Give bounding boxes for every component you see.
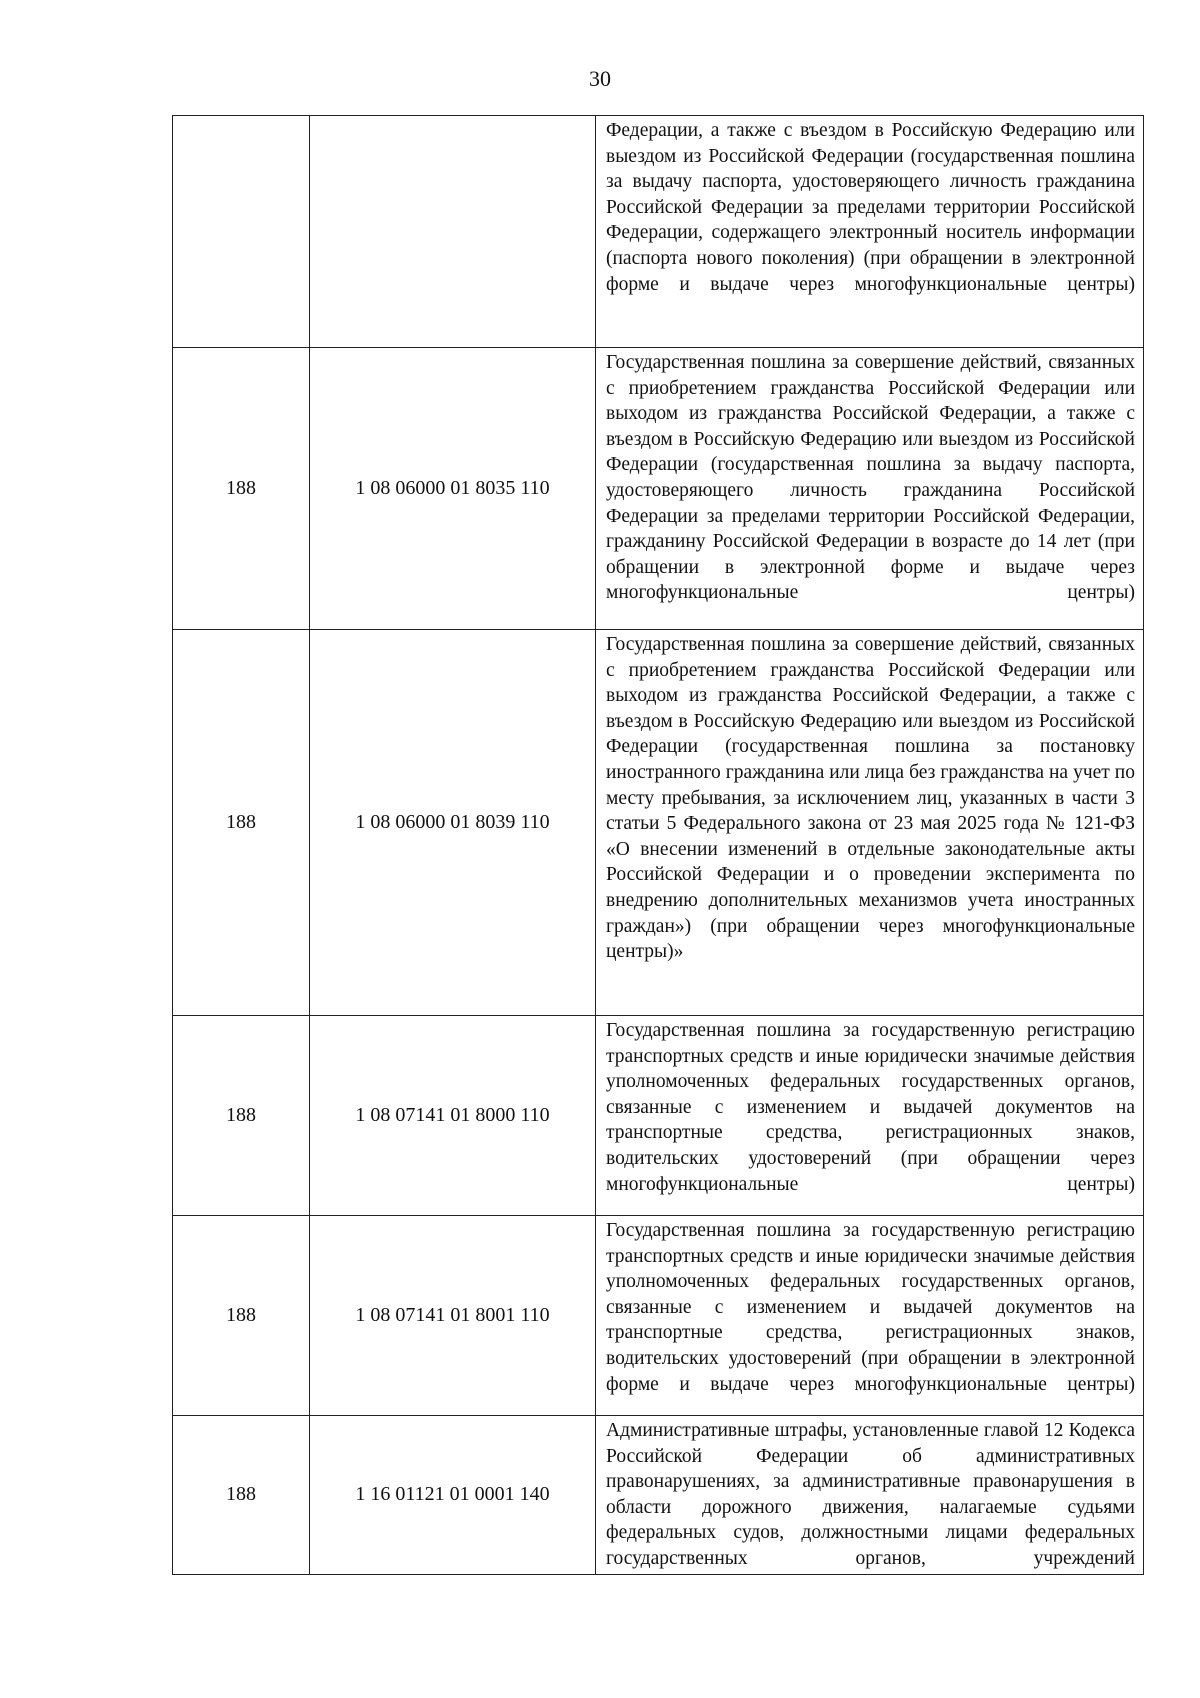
- table-row: [173, 348, 1144, 630]
- description-cell: Государственная пошлина за государственную регистрацию транспортных средств и иные юридически значимые действия уполномоченных федеральных государственных органов, связанные с изменением и выдачей документов на транспортные средства, регистрационных знаков, водительских удостоверений (при обращении через многофункциональные центры): [596, 1016, 1144, 1216]
- admin-code-cell: 188: [173, 630, 310, 1016]
- description-cell: Государственная пошлина за государственную регистрацию транспортных средств и иные юридически значимые действия уполномоченных федеральных государственных органов, связанные с изменением и выдачей документов на транспортные средства, регистрационных знаков, водительских удостоверений (при обращении в электронной форме и выдаче через многофункциональные центры): [596, 1216, 1144, 1416]
- description-cell: Государственная пошлина за совершение действий, связанных с приобретением гражданства Российской Федерации или выходом из гражданства Российской Федерации, а также с въездом в Российскую Федерацию или выездом из Российской Федерации (государственная пошлина за постановку иностранного гражданина или лица без гражданства на учет по месту пребывания, за исключением лиц, указанных в части 3 статьи 5 Федерального закона от 23 мая 2025 года № 121-ФЗ «О внесении изменений в отдельные законодательные акты Российской Федерации и о проведении эксперимента по внедрению дополнительных механизмов учета иностранных граждан») (при обращении через многофункциональные центры)»: [596, 630, 1144, 1016]
- kbk-code-cell: [310, 116, 596, 348]
- admin-code-cell: 188: [173, 1216, 310, 1416]
- admin-code-cell: 188: [173, 348, 310, 630]
- description-cell: Федерации, а также с въездом в Российскую Федерацию или выездом из Российской Федерации (государственная пошлина за выдачу паспорта, удостоверяющего личность гражданина Российской Федерации за пределами территории Российской Федерации, содержащего электронный носитель информации (паспорта нового поколения) (при обращении в электронной форме и выдаче через многофункциональные центры): [596, 116, 1144, 348]
- kbk-code-cell: 1 08 06000 01 8039 110: [310, 630, 596, 1016]
- admin-code-cell: 188: [173, 1416, 310, 1575]
- table-row: [173, 630, 1144, 1016]
- description-cell: Государственная пошлина за совершение действий, связанных с приобретением гражданства Российской Федерации или выходом из гражданства Российской Федерации, а также с въездом в Российскую Федерацию или выездом из Российской Федерации (государственная пошлина за выдачу паспорта, удостоверяющего личность гражданина Российской Федерации за пределами территории Российской Федерации, гражданину Российской Федерации в возрасте до 14 лет (при обращении в электронной форме и выдаче через многофункциональные центры): [596, 348, 1144, 630]
- table-row: [173, 116, 1144, 348]
- admin-code-cell: [173, 116, 310, 348]
- admin-code-cell: 188: [173, 1016, 310, 1216]
- kbk-code-cell: 1 16 01121 01 0001 140: [310, 1416, 596, 1575]
- kbk-code-cell: 1 08 07141 01 8000 110: [310, 1016, 596, 1216]
- kbk-code-cell: 1 08 06000 01 8035 110: [310, 348, 596, 630]
- description-cell: Административные штрафы, установленные главой 12 Кодекса Российской Федерации об административных правонарушениях, за административные правонарушения в области дорожного движения, налагаемые судьями федеральных судов, должностными лицами федеральных государственных органов, учреждений: [596, 1416, 1144, 1575]
- kbk-code-cell: 1 08 07141 01 8001 110: [310, 1216, 596, 1416]
- page-number: 30: [589, 66, 611, 91]
- revenue-codes-table: [172, 115, 1144, 1575]
- table-row: [173, 1416, 1144, 1575]
- table-row: [173, 1216, 1144, 1416]
- table-row: [173, 1016, 1144, 1216]
